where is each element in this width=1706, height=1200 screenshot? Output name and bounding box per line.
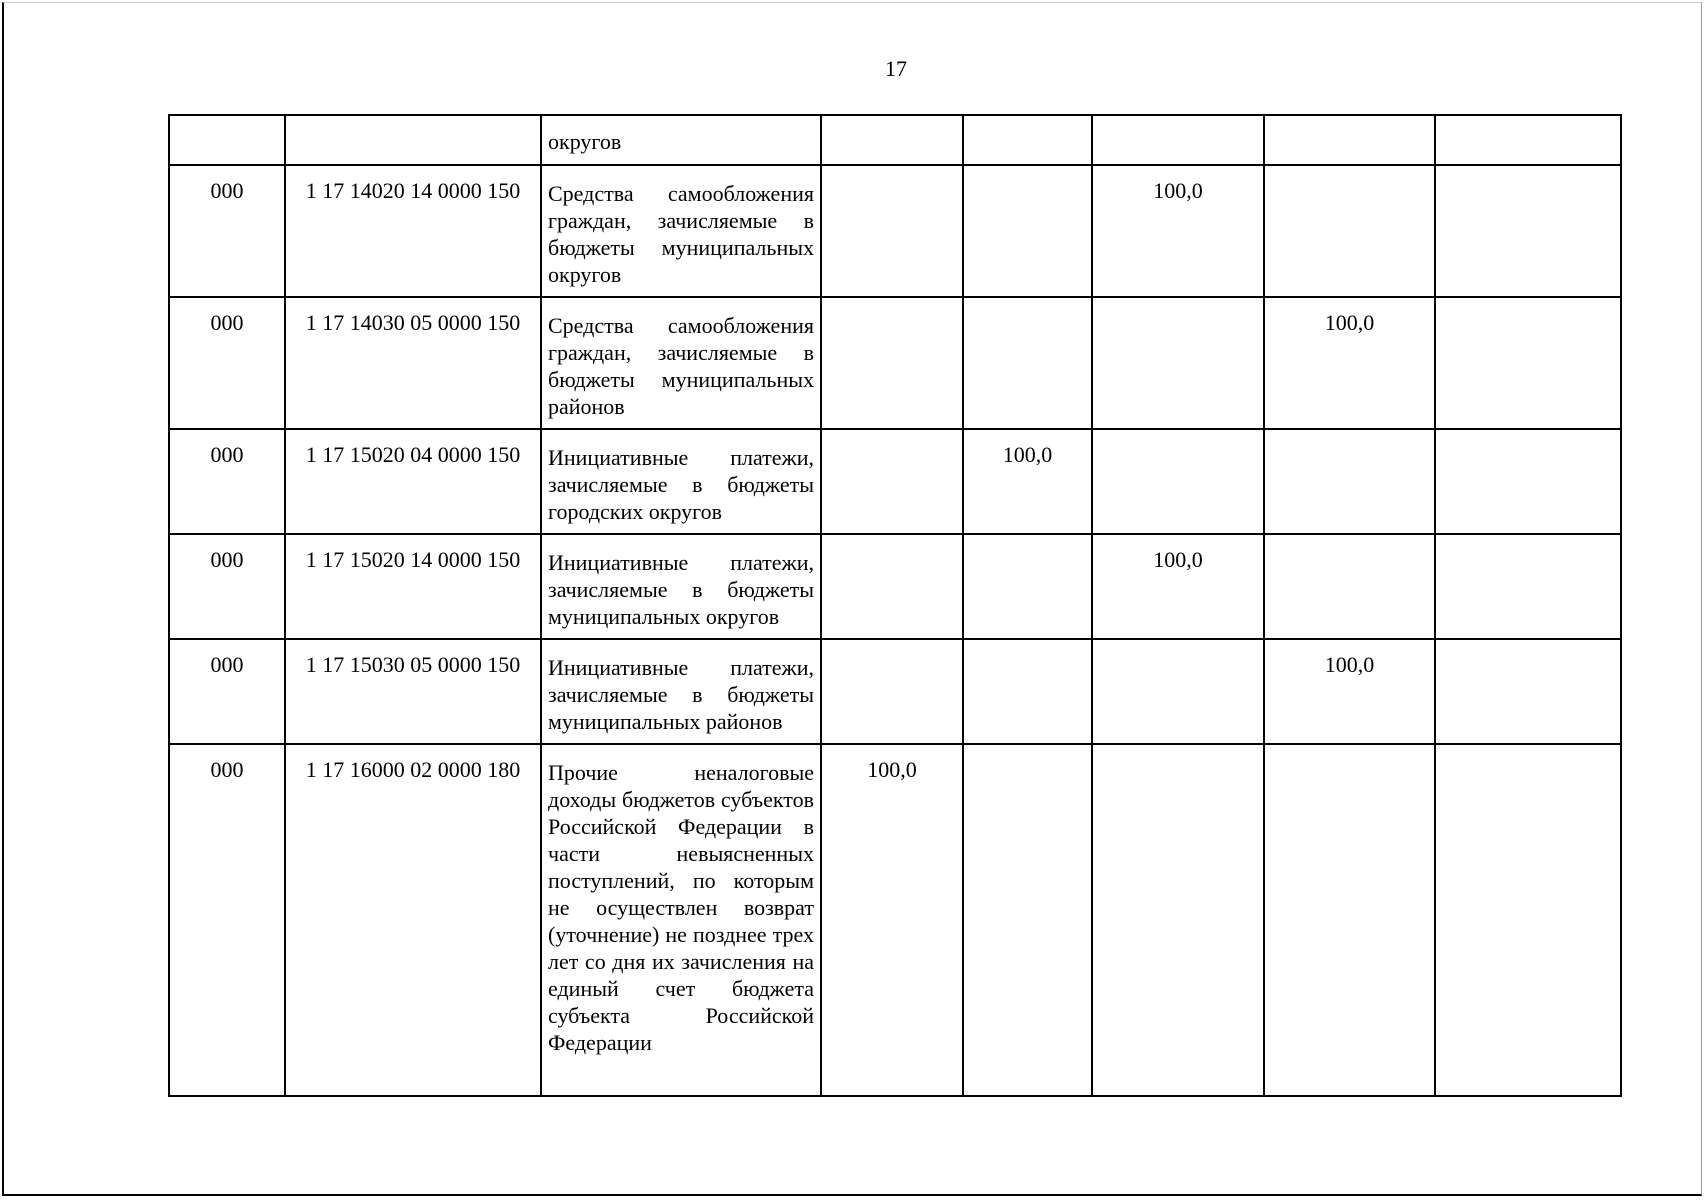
table-row — [169, 534, 1621, 639]
value-cell-2 — [963, 534, 1092, 639]
admin-code-cell — [169, 115, 285, 165]
value-cell-5 — [1435, 534, 1621, 639]
value-cell-5 — [1435, 165, 1621, 297]
value-cell-5 — [1435, 744, 1621, 1096]
budget-revenue-table — [168, 114, 1622, 1097]
value-cell-2: 100,0 — [963, 429, 1092, 534]
value-cell-5 — [1435, 115, 1621, 165]
admin-code-cell: 000 — [169, 744, 285, 1096]
value-cell-1 — [821, 429, 963, 534]
value-cell-1 — [821, 297, 963, 429]
admin-code-cell: 000 — [169, 429, 285, 534]
value-cell-5 — [1435, 297, 1621, 429]
table-row — [169, 744, 1621, 1096]
value-cell-1 — [821, 165, 963, 297]
value-cell-4 — [1264, 429, 1435, 534]
revenue-name-cell: Прочие неналоговые доходы бюджетов субъектов Российской Федерации в части невыясненных поступлений, по которым не осуществлен возврат (уточнение) не позднее трех лет со дня их зачисления на единый счет бюджета субъекта Российской Федерации — [541, 744, 821, 1096]
value-cell-3 — [1092, 744, 1264, 1096]
budget-code-cell: 1 17 15030 05 0000 150 — [285, 639, 541, 744]
table-row — [169, 115, 1621, 165]
value-cell-2 — [963, 639, 1092, 744]
value-cell-4 — [1264, 165, 1435, 297]
value-cell-1 — [821, 534, 963, 639]
value-cell-3 — [1092, 429, 1264, 534]
value-cell-5 — [1435, 639, 1621, 744]
value-cell-4: 100,0 — [1264, 639, 1435, 744]
value-cell-4 — [1264, 744, 1435, 1096]
admin-code-cell: 000 — [169, 534, 285, 639]
budget-code-cell: 1 17 15020 04 0000 150 — [285, 429, 541, 534]
value-cell-4: 100,0 — [1264, 297, 1435, 429]
table-row — [169, 429, 1621, 534]
value-cell-3 — [1092, 639, 1264, 744]
value-cell-2 — [963, 165, 1092, 297]
value-cell-5 — [1435, 429, 1621, 534]
value-cell-2 — [963, 744, 1092, 1096]
budget-code-cell: 1 17 14030 05 0000 150 — [285, 297, 541, 429]
revenue-name-cell: Инициативные платежи, зачисляемые в бюджеты муниципальных округов — [541, 534, 821, 639]
value-cell-2 — [963, 297, 1092, 429]
value-cell-1 — [821, 115, 963, 165]
page-number: 17 — [885, 56, 907, 81]
value-cell-3: 100,0 — [1092, 534, 1264, 639]
value-cell-3: 100,0 — [1092, 165, 1264, 297]
budget-code-cell: 1 17 16000 02 0000 180 — [285, 744, 541, 1096]
budget-code-cell: 1 17 15020 14 0000 150 — [285, 534, 541, 639]
table-row — [169, 639, 1621, 744]
revenue-name-cell: Инициативные платежи, зачисляемые в бюджеты муниципальных районов — [541, 639, 821, 744]
admin-code-cell: 000 — [169, 165, 285, 297]
admin-code-cell: 000 — [169, 297, 285, 429]
value-cell-1: 100,0 — [821, 744, 963, 1096]
table-row — [169, 297, 1621, 429]
value-cell-4 — [1264, 534, 1435, 639]
budget-code-cell — [285, 115, 541, 165]
table-row — [169, 165, 1621, 297]
value-cell-4 — [1264, 115, 1435, 165]
value-cell-2 — [963, 115, 1092, 165]
budget-code-cell: 1 17 14020 14 0000 150 — [285, 165, 541, 297]
revenue-name-cell: Инициативные платежи, зачисляемые в бюджеты городских округов — [541, 429, 821, 534]
revenue-name-cell: Средства самообложения граждан, зачисляемые в бюджеты муниципальных районов — [541, 297, 821, 429]
revenue-name-cell: Средства самообложения граждан, зачисляемые в бюджеты муниципальных округов — [541, 165, 821, 297]
value-cell-3 — [1092, 297, 1264, 429]
admin-code-cell: 000 — [169, 639, 285, 744]
value-cell-3 — [1092, 115, 1264, 165]
revenue-name-cell: округов — [541, 115, 821, 165]
value-cell-1 — [821, 639, 963, 744]
